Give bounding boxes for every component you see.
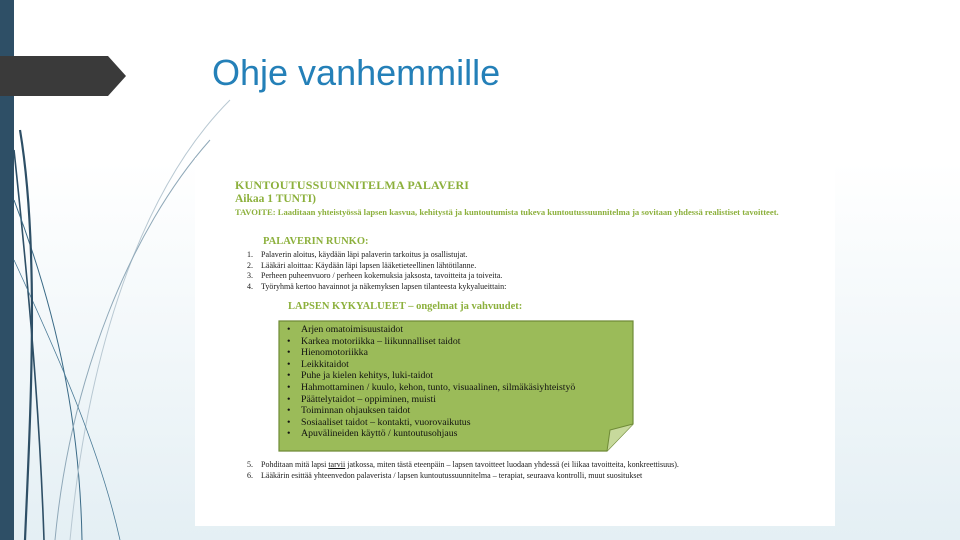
document-heading: KUNTOUTUSSUUNNITELMA PALAVERI: [235, 178, 470, 192]
document-image: [195, 158, 835, 526]
runko-heading: PALAVERIN RUNKO:: [263, 236, 369, 247]
kyky-list: [287, 324, 575, 440]
slide-title: Ohje vanhemmille: [212, 52, 501, 93]
list-item: • Arjen omatoimisuustaidot: [287, 324, 575, 336]
curve-6: [20, 130, 32, 540]
kyky-heading: LAPSEN KYKYALUEET – ongelmat ja vahvuudet:: [288, 301, 523, 312]
duration-text: Aikaa 1 TUNTI): [235, 193, 316, 205]
list-item: • Leikkitaidot: [287, 359, 575, 371]
list-item: • Apuvälineiden käyttö / kuntoutusohjaus: [287, 428, 575, 440]
title-arrow-marker: [0, 56, 126, 96]
curve-4: [55, 140, 210, 540]
list-item: 3. Perheen puheenvuoro / perheen kokemuksia jaksosta, tavoitteita ja toiveita.: [247, 271, 503, 280]
list-item: • Hienomotoriikka: [287, 347, 575, 359]
end-steps: [247, 460, 679, 481]
list-item: • Puhe ja kielen kehitys, luki-taidot: [287, 370, 575, 382]
list-item: • Karkea motoriikka – liikunnalliset taidot: [287, 336, 575, 348]
list-item: 6. Lääkärin esittää yhteenvedon palaverista / lapsen kuntoutussuunnitelma – terapiat, seuraava kontrolli, muut suositukset: [247, 470, 643, 480]
list-item: 5. Pohditaan mitä lapsi tarvii jatkossa, miten tästä eteenpäin – lapsen tavoitteet luodaan yhdessä (ei liikaa tavoitteita, konkreettisuus).: [247, 460, 679, 469]
list-item: • Hahmottaminen / kuulo, kehon, tunto, visuaalinen, silmäkäsiyhteistyö: [287, 382, 575, 394]
list-item: 1. Palaverin aloitus, käydään läpi palaverin tarkoitus ja osallistujat.: [247, 250, 468, 259]
runko-steps: [247, 250, 506, 292]
list-item: • Sosiaaliset taidot – kontakti, vuorovaikutus: [287, 417, 575, 429]
list-item: • Päättelytaidot – oppiminen, muisti: [287, 394, 575, 406]
list-item: 4. Työryhmä kertoo havainnot ja näkemyksen lapsen tilanteesta kykyalueittain:: [247, 281, 507, 291]
list-item: • Toiminnan ohjauksen taidot: [287, 405, 575, 417]
goal-text: TAVOITE: Laaditaan yhteistyössä lapsen kasvua, kehitystä ja kuntoutumista tukeva kuntoutussuunnitelma ja sovitaan yhdessä realistiset tavoitteet.: [235, 207, 779, 217]
list-item: 2. Lääkäri aloittaa: Käydään läpi lapsen lääketieteellinen lähtötilanne.: [247, 260, 477, 270]
